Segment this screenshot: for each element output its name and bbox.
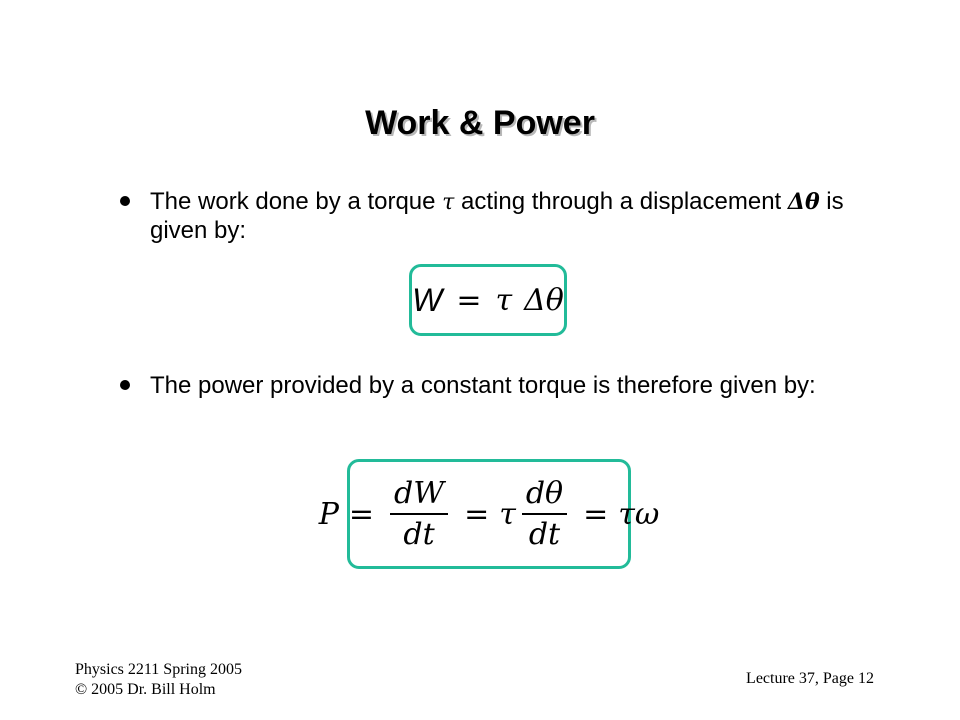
tau-symbol: τ: [442, 190, 455, 215]
eq2-rhs: τω: [618, 496, 660, 532]
slide-title: Work & Power: [365, 104, 595, 142]
equation-work-box: [409, 264, 567, 336]
eq2-fraction-dw-dt: [390, 476, 448, 552]
equation-power: [318, 462, 660, 566]
footer-course: Physics 2211 Spring 2005: [75, 661, 242, 678]
eq2-frac1-denominator: dt: [403, 517, 435, 552]
footer-page-number: Lecture 37, Page 12: [746, 670, 874, 687]
eq2-frac1-numerator: dW: [390, 476, 448, 515]
equation-power-box: [318, 459, 660, 569]
eq1-equals: =: [456, 282, 482, 318]
eq2-lhs: P: [318, 496, 339, 532]
eq2-equals-2: =: [464, 496, 490, 532]
footer-left: [75, 660, 242, 700]
bullet-work-text-2: acting through a displacement: [454, 188, 788, 215]
bullet-work-text: [150, 188, 862, 245]
delta-theta-symbol: Δθ: [787, 189, 820, 215]
eq2-tau: τ: [499, 496, 516, 532]
eq2-equals-3: =: [583, 496, 609, 532]
bullet-work: [122, 188, 862, 244]
bullet-dot-icon: [120, 380, 130, 390]
bullet-power-text: The power provided by a constant torque is therefore given by:: [150, 372, 816, 399]
bullet-work-text-3: is given by:: [150, 188, 844, 244]
bullet-dot-icon: [120, 196, 130, 206]
equation-work: [412, 267, 564, 333]
eq2-frac2-denominator: dt: [528, 517, 561, 552]
eq2-frac2-numerator: dθ: [522, 476, 567, 515]
bullet-work-text-1: The work done by a torque: [150, 188, 443, 215]
eq2-fraction-dtheta-dt: [522, 476, 567, 552]
bullet-power: [122, 372, 862, 428]
eq1-tau: τ: [495, 282, 513, 318]
footer-copyright: © 2005 Dr. Bill Holm: [75, 681, 216, 698]
eq1-lhs: W: [412, 281, 443, 318]
eq1-delta-theta: Δθ: [524, 282, 564, 318]
eq2-equals-1: =: [348, 496, 375, 532]
